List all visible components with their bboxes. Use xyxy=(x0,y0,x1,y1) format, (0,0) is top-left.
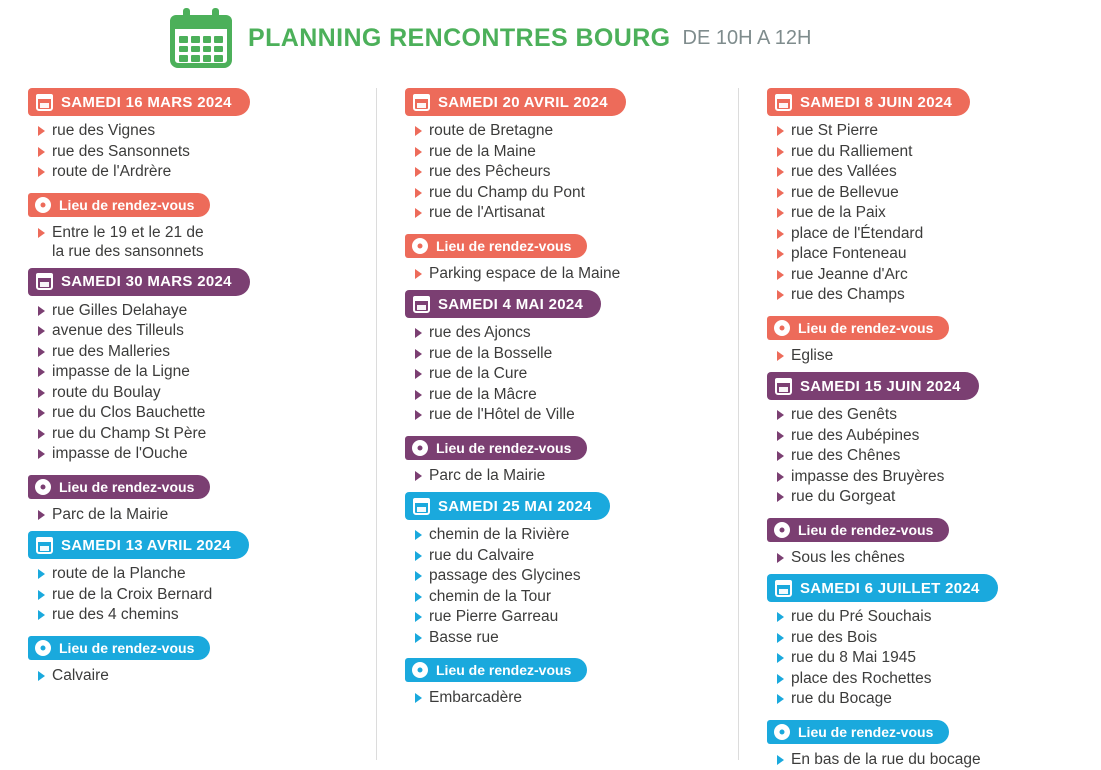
street-name: rue des 4 chemins xyxy=(52,606,179,623)
date-label: SAMEDI 4 MAI 2024 xyxy=(438,296,583,313)
list-item xyxy=(38,564,362,585)
list-item xyxy=(38,121,362,142)
street-list xyxy=(405,121,724,224)
date-banner xyxy=(767,372,979,400)
street-name: rue de la Cure xyxy=(429,365,527,382)
street-name: route de Bretagne xyxy=(429,122,553,139)
meeting-point-list xyxy=(28,505,362,526)
planning-block xyxy=(767,372,1087,568)
street-name: rue des Chênes xyxy=(791,447,900,464)
planning-block xyxy=(28,531,362,686)
street-name: rue St Pierre xyxy=(791,122,878,139)
list-item xyxy=(777,487,1087,508)
list-item xyxy=(38,223,362,262)
calendar-icon xyxy=(775,580,792,597)
location-pin-icon xyxy=(774,522,790,538)
meeting-point-banner xyxy=(405,658,587,682)
planning-block xyxy=(767,88,1087,366)
meeting-point-text: Embarcadère xyxy=(429,689,522,706)
list-item xyxy=(415,587,724,608)
meeting-point-text: Sous les chênes xyxy=(791,549,905,566)
meeting-point-list xyxy=(405,688,724,709)
street-name: chemin de la Rivière xyxy=(429,526,569,543)
street-name: rue des Genêts xyxy=(791,406,897,423)
street-name: rue de la Croix Bernard xyxy=(52,586,212,603)
meeting-point-banner xyxy=(405,234,587,258)
planning-block xyxy=(405,290,724,486)
street-name: rue du Clos Bauchette xyxy=(52,404,205,421)
date-banner xyxy=(28,531,249,559)
list-item xyxy=(38,666,362,687)
list-item xyxy=(777,203,1087,224)
meeting-point-banner xyxy=(767,518,949,542)
street-list xyxy=(28,301,362,465)
list-item xyxy=(415,264,724,285)
list-item xyxy=(777,346,1087,367)
street-name: rue du Bocage xyxy=(791,690,892,707)
list-item xyxy=(38,162,362,183)
list-item xyxy=(38,383,362,404)
list-item xyxy=(777,607,1087,628)
date-banner xyxy=(28,268,250,296)
location-pin-icon xyxy=(412,662,428,678)
date-label: SAMEDI 20 AVRIL 2024 xyxy=(438,94,608,111)
street-name: chemin de la Tour xyxy=(429,588,551,605)
list-item xyxy=(777,142,1087,163)
list-item xyxy=(415,344,724,365)
meeting-point-list xyxy=(767,548,1087,569)
street-name: rue des Bois xyxy=(791,629,877,646)
street-name: impasse de l'Ouche xyxy=(52,445,188,462)
meeting-point-text: la rue des sansonnets xyxy=(52,242,362,262)
location-pin-icon xyxy=(412,440,428,456)
list-item xyxy=(415,607,724,628)
meeting-point-list xyxy=(767,346,1087,367)
list-item xyxy=(38,605,362,626)
date-banner xyxy=(28,88,250,116)
street-name: rue du Champ du Pont xyxy=(429,184,585,201)
list-item xyxy=(38,403,362,424)
date-label: SAMEDI 30 MARS 2024 xyxy=(61,273,232,290)
street-name: impasse de la Ligne xyxy=(52,363,190,380)
list-item xyxy=(777,446,1087,467)
list-item xyxy=(777,467,1087,488)
street-name: rue du Pré Souchais xyxy=(791,608,931,625)
list-item xyxy=(415,385,724,406)
date-banner xyxy=(405,88,626,116)
meeting-point-banner xyxy=(28,193,210,217)
meeting-point-text: Parking espace de la Maine xyxy=(429,265,620,282)
calendar-icon xyxy=(170,8,232,68)
list-item xyxy=(777,669,1087,690)
page-subtitle: DE 10H A 12H xyxy=(683,27,812,50)
list-item xyxy=(415,628,724,649)
list-item xyxy=(777,405,1087,426)
date-label: SAMEDI 8 JUIN 2024 xyxy=(800,94,952,111)
street-name: rue de la Maine xyxy=(429,143,536,160)
location-pin-icon xyxy=(412,238,428,254)
street-name: rue Pierre Garreau xyxy=(429,608,558,625)
list-item xyxy=(38,424,362,445)
list-item xyxy=(38,362,362,383)
meeting-point-text: Entre le 19 et le 21 de xyxy=(52,223,362,243)
page-header xyxy=(0,0,1101,72)
street-name: place des Rochettes xyxy=(791,670,931,687)
calendar-icon xyxy=(36,94,53,111)
meeting-point-label: Lieu de rendez-vous xyxy=(59,197,194,213)
calendar-icon xyxy=(775,94,792,111)
date-banner xyxy=(405,290,601,318)
street-name: rue du Calvaire xyxy=(429,547,534,564)
street-list xyxy=(405,323,724,426)
street-list xyxy=(767,607,1087,710)
list-item xyxy=(777,628,1087,649)
street-name: rue des Malleries xyxy=(52,343,170,360)
street-name: impasse des Bruyères xyxy=(791,468,944,485)
list-item xyxy=(415,364,724,385)
meeting-point-text: En bas de la rue du bocage xyxy=(791,751,981,768)
date-label: SAMEDI 13 AVRIL 2024 xyxy=(61,537,231,554)
location-pin-icon xyxy=(35,640,51,656)
meeting-point-list xyxy=(405,466,724,487)
list-item xyxy=(38,444,362,465)
list-item xyxy=(415,688,724,709)
list-item xyxy=(415,183,724,204)
street-name: rue des Pêcheurs xyxy=(429,163,551,180)
list-item xyxy=(777,224,1087,245)
list-item xyxy=(777,689,1087,710)
street-name: Basse rue xyxy=(429,629,499,646)
list-item xyxy=(38,142,362,163)
street-name: rue du Champ St Père xyxy=(52,425,206,442)
meeting-point-label: Lieu de rendez-vous xyxy=(798,522,933,538)
date-label: SAMEDI 6 JUILLET 2024 xyxy=(800,580,980,597)
street-name: rue de l'Artisanat xyxy=(429,204,545,221)
meeting-point-label: Lieu de rendez-vous xyxy=(798,724,933,740)
meeting-point-text: Parc de la Mairie xyxy=(52,506,168,523)
street-name: rue Jeanne d'Arc xyxy=(791,266,908,283)
list-item xyxy=(777,183,1087,204)
street-name: rue du Gorgeat xyxy=(791,488,895,505)
street-name: rue des Aubépines xyxy=(791,427,919,444)
page-title: PLANNING RENCONTRES BOURG xyxy=(248,24,671,53)
date-label: SAMEDI 15 JUIN 2024 xyxy=(800,378,961,395)
list-item xyxy=(777,162,1087,183)
planning-block xyxy=(767,574,1087,770)
meeting-point-text: Eglise xyxy=(791,347,833,364)
list-item xyxy=(777,548,1087,569)
list-item xyxy=(777,285,1087,306)
street-name: rue de la Paix xyxy=(791,204,886,221)
street-name: rue des Vignes xyxy=(52,122,155,139)
meeting-point-label: Lieu de rendez-vous xyxy=(436,440,571,456)
meeting-point-banner xyxy=(28,636,210,660)
list-item xyxy=(415,405,724,426)
street-list xyxy=(767,121,1087,306)
street-name: rue des Sansonnets xyxy=(52,143,190,160)
street-name: rue Gilles Delahaye xyxy=(52,302,187,319)
list-item xyxy=(38,585,362,606)
location-pin-icon xyxy=(35,479,51,495)
street-name: rue du Ralliement xyxy=(791,143,912,160)
street-list xyxy=(767,405,1087,508)
street-name: route de l'Ardrère xyxy=(52,163,171,180)
list-item xyxy=(415,566,724,587)
planning-block xyxy=(405,88,724,284)
planning-block xyxy=(405,492,724,709)
list-item xyxy=(38,301,362,322)
meeting-point-list xyxy=(28,223,362,262)
calendar-icon xyxy=(413,498,430,515)
meeting-point-text: Parc de la Mairie xyxy=(429,467,545,484)
list-item xyxy=(415,546,724,567)
street-name: rue de la Mâcre xyxy=(429,386,537,403)
column-2 xyxy=(376,88,738,760)
planning-block xyxy=(28,268,362,526)
list-item xyxy=(38,321,362,342)
street-list xyxy=(28,564,362,626)
street-name: route du Boulay xyxy=(52,384,161,401)
list-item xyxy=(777,426,1087,447)
meeting-point-label: Lieu de rendez-vous xyxy=(436,238,571,254)
list-item xyxy=(415,162,724,183)
meeting-point-label: Lieu de rendez-vous xyxy=(798,320,933,336)
list-item xyxy=(415,323,724,344)
date-label: SAMEDI 16 MARS 2024 xyxy=(61,94,232,111)
street-list xyxy=(405,525,724,648)
date-label: SAMEDI 25 MAI 2024 xyxy=(438,498,592,515)
date-banner xyxy=(767,574,998,602)
street-name: place Fonteneau xyxy=(791,245,906,262)
list-item xyxy=(38,505,362,526)
list-item xyxy=(415,142,724,163)
list-item xyxy=(777,244,1087,265)
location-pin-icon xyxy=(774,724,790,740)
meeting-point-text: Calvaire xyxy=(52,667,109,684)
street-name: route de la Planche xyxy=(52,565,186,582)
meeting-point-label: Lieu de rendez-vous xyxy=(436,662,571,678)
planning-columns xyxy=(0,88,1101,760)
street-name: rue de l'Hôtel de Ville xyxy=(429,406,575,423)
list-item xyxy=(777,121,1087,142)
calendar-icon xyxy=(413,296,430,313)
street-name: rue de Bellevue xyxy=(791,184,899,201)
meeting-point-label: Lieu de rendez-vous xyxy=(59,640,194,656)
column-3 xyxy=(738,88,1101,760)
meeting-point-list xyxy=(28,666,362,687)
calendar-icon xyxy=(36,537,53,554)
calendar-icon xyxy=(413,94,430,111)
street-name: rue des Vallées xyxy=(791,163,897,180)
list-item xyxy=(415,203,724,224)
street-name: avenue des Tilleuls xyxy=(52,322,184,339)
street-name: rue des Ajoncs xyxy=(429,324,531,341)
list-item xyxy=(415,121,724,142)
list-item xyxy=(415,466,724,487)
list-item xyxy=(777,265,1087,286)
meeting-point-label: Lieu de rendez-vous xyxy=(59,479,194,495)
column-1 xyxy=(0,88,376,760)
date-banner xyxy=(767,88,970,116)
street-name: rue des Champs xyxy=(791,286,905,303)
list-item xyxy=(777,648,1087,669)
meeting-point-banner xyxy=(767,316,949,340)
meeting-point-banner xyxy=(28,475,210,499)
meeting-point-list xyxy=(405,264,724,285)
meeting-point-banner xyxy=(767,720,949,744)
street-name: rue de la Bosselle xyxy=(429,345,552,362)
calendar-icon xyxy=(36,273,53,290)
street-name: rue du 8 Mai 1945 xyxy=(791,649,916,666)
planning-block xyxy=(28,88,362,262)
street-name: passage des Glycines xyxy=(429,567,581,584)
meeting-point-banner xyxy=(405,436,587,460)
list-item xyxy=(415,525,724,546)
street-name: place de l'Étendard xyxy=(791,225,923,242)
street-list xyxy=(28,121,362,183)
calendar-icon xyxy=(775,378,792,395)
location-pin-icon xyxy=(35,197,51,213)
list-item xyxy=(38,342,362,363)
location-pin-icon xyxy=(774,320,790,336)
date-banner xyxy=(405,492,610,520)
